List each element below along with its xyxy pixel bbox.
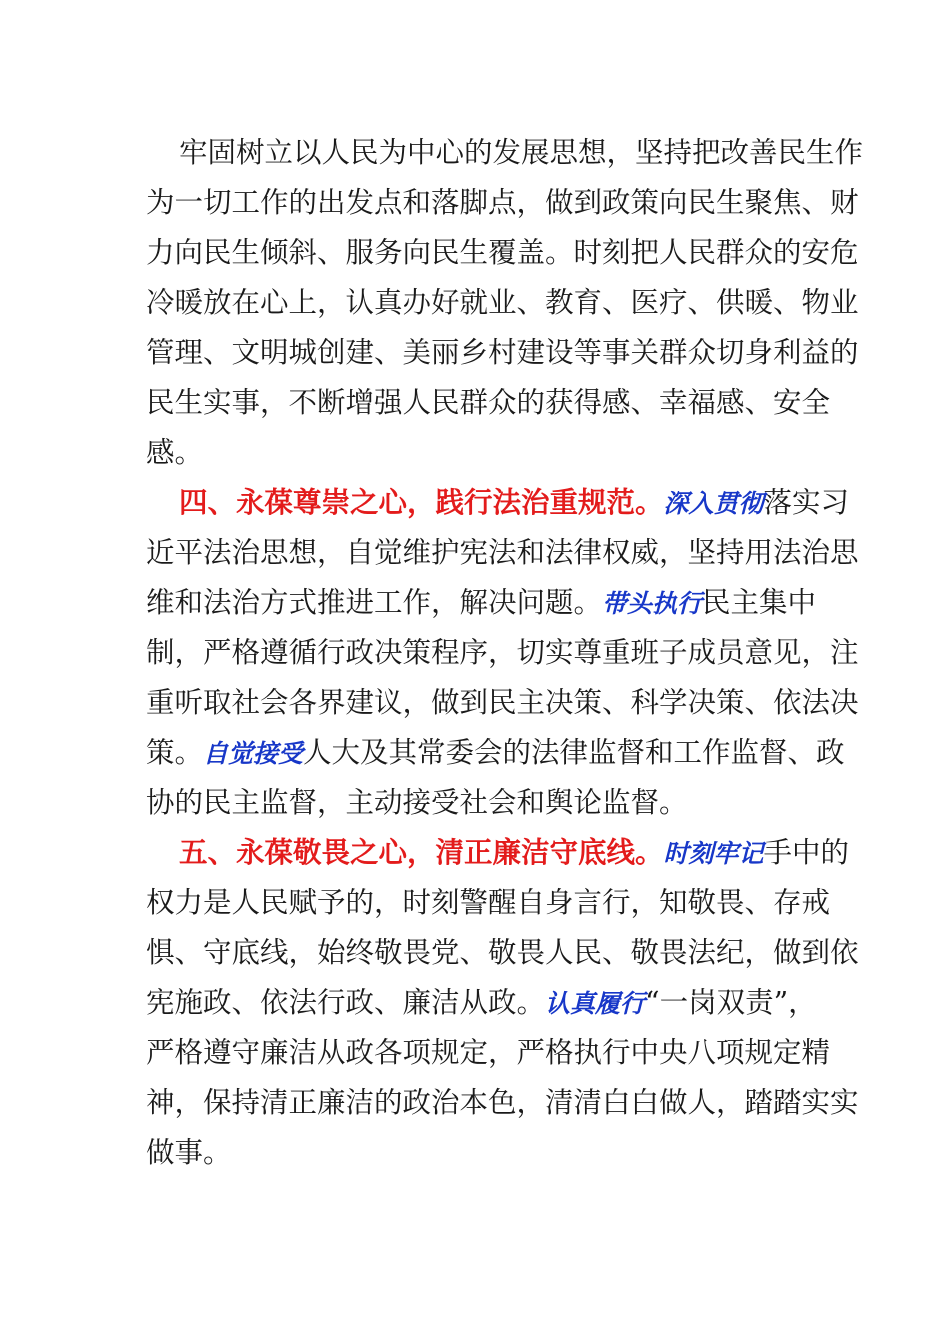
section-5: [146, 828, 859, 1178]
text-line: 为一切工作的出发点和落脚点，做到政策向民生聚焦、财: [146, 186, 859, 219]
text-line: 冷暖放在心上，认真办好就业、教育、医疗、供暖、物业: [146, 286, 859, 319]
text-run: 维和法治方式推进工作，解决问题。: [146, 586, 603, 619]
text-run: 手中的: [763, 836, 850, 869]
section-4: [146, 478, 859, 828]
text-line: 管理、文明城创建、美丽乡村建设等事关群众切身利益的: [146, 336, 859, 369]
lead-phrase: 认真履行: [545, 989, 646, 1018]
text-line: 民生实事，不断增强人民群众的获得感、幸福感、安全: [146, 386, 831, 419]
text-run: “一岗双责”，: [645, 986, 817, 1019]
text-line: [146, 578, 817, 628]
text-line: [146, 978, 817, 1028]
text-line: 制，严格遵循行政决策程序，切实尊重班子成员意见，注: [146, 636, 859, 669]
lead-phrase: 时刻牢记: [663, 839, 764, 868]
text-run: 宪施政、依法行政、廉洁从政。: [146, 986, 546, 1019]
text-run: 民主集中: [702, 586, 817, 619]
text-line: 重听取社会各界建议，做到民主决策、科学决策、依法决: [146, 686, 859, 719]
lead-phrase: 带头执行: [602, 589, 703, 618]
text-line: 神，保持清正廉洁的政治本色，清清白白做人，踏踏实实: [146, 1086, 859, 1119]
text-line: 力向民生倾斜、服务向民生覆盖。时刻把人民群众的安危: [146, 236, 859, 269]
text-line: 权力是人民赋予的，时刻警醒自身言行，知敬畏、存戒: [146, 886, 831, 919]
section-heading: 四、永葆尊崇之心，践行法治重规范。: [179, 486, 664, 519]
text-line: 严格遵守廉洁从政各项规定，严格执行中央八项规定精: [146, 1036, 831, 1069]
text-line: 近平法治思想，自觉维护宪法和法律权威，坚持用法治思: [146, 536, 859, 569]
paragraph-livelihood: [146, 128, 864, 478]
text-line: 惧、守底线，始终敬畏党、敬畏人民、敬畏法纪，做到依: [146, 936, 859, 969]
text-line: 感。: [146, 436, 204, 469]
lead-phrase: 自觉接受: [203, 739, 304, 768]
lead-phrase: 深入贯彻: [663, 489, 764, 518]
text-line: [146, 728, 845, 778]
document-page: [146, 128, 864, 1178]
section-heading: 五、永葆敬畏之心，清正廉洁守底线。: [179, 836, 664, 869]
text-line: 牢固树立以人民为中心的发展思想，坚持把改善民生作: [179, 136, 864, 169]
text-line: [146, 828, 850, 878]
text-line: 协的民主监督，主动接受社会和舆论监督。: [146, 786, 688, 819]
text-run: 人大及其常委会的法律监督和工作监督、政: [303, 736, 845, 769]
text-line: [146, 478, 850, 528]
text-run: 落实习: [763, 486, 850, 519]
text-line: 做事。: [146, 1136, 232, 1169]
text-run: 策。: [146, 736, 204, 769]
